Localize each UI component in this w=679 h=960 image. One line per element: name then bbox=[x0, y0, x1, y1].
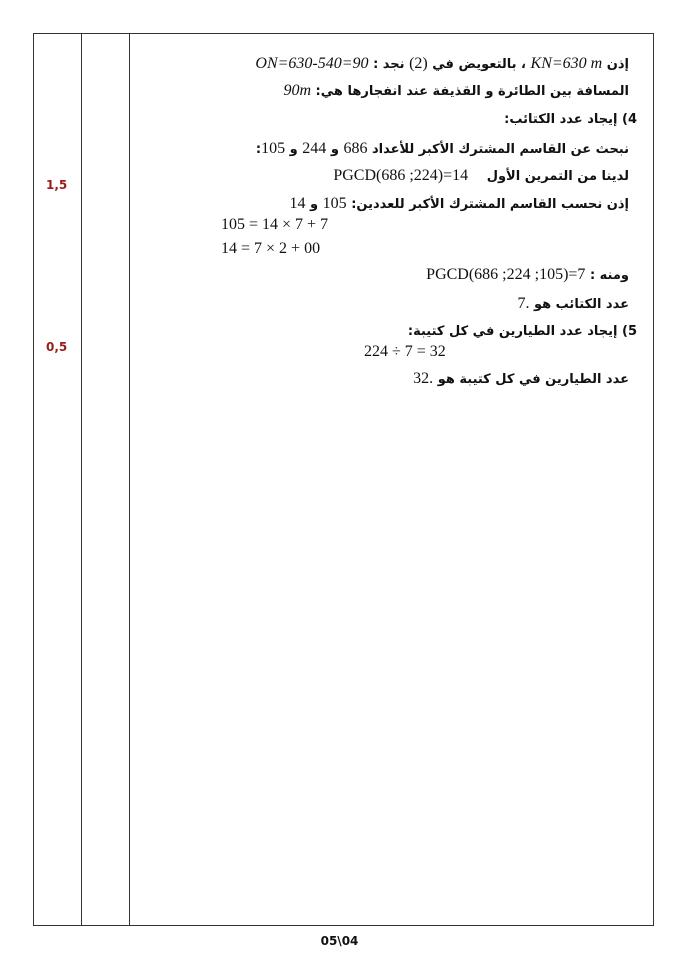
equation-pilots: 224 ÷ 7 = 32 bbox=[364, 343, 446, 360]
answer-line-pilots: عدد الطيارين في كل كتيبة هو 32. bbox=[413, 370, 629, 387]
answer-line-distance: المسافة بين الطائرة و القذيفة عند انفجارها هي: 90m bbox=[283, 82, 629, 99]
answer-line-battalions: عدد الكتائب هو 7. bbox=[517, 295, 629, 312]
column-divider-grade bbox=[81, 34, 82, 925]
column-divider-detail bbox=[129, 34, 130, 925]
answer-line-result-gcd: ومنه : PGCD(686 ;224 ;105)=7 bbox=[426, 266, 629, 283]
grade-mark-1: 1,5 bbox=[46, 178, 68, 192]
answer-line-search-gcd: نبحث عن القاسم المشترك الأكبر للأعداد 686 و 244 و 105: bbox=[255, 140, 629, 157]
equation-division-2: 14 = 7 × 2 + 00 bbox=[221, 240, 321, 257]
answer-line-kn: إذن KN=630 m ، بالتعويض في (2) نجد : ON=630-540=90 bbox=[255, 55, 629, 72]
question-heading-5: 5) إيجاد عدد الطيارين في كل كتيبة: bbox=[407, 324, 637, 339]
answer-line-compute-gcd: إذن نحسب القاسم المشترك الأكبر للعددين: 105 و 14 bbox=[289, 195, 629, 212]
answer-line-first-exercise: لدينا من التمرين الأول PGCD(686 ;224)=14 bbox=[333, 167, 629, 184]
equation-division-1: 105 = 14 × 7 + 7 bbox=[221, 216, 329, 233]
question-heading-4: 4) إيجاد عدد الكتائب: bbox=[504, 112, 637, 127]
grade-mark-2: 0,5 bbox=[46, 340, 68, 354]
page-number: 05\04 bbox=[320, 934, 359, 948]
